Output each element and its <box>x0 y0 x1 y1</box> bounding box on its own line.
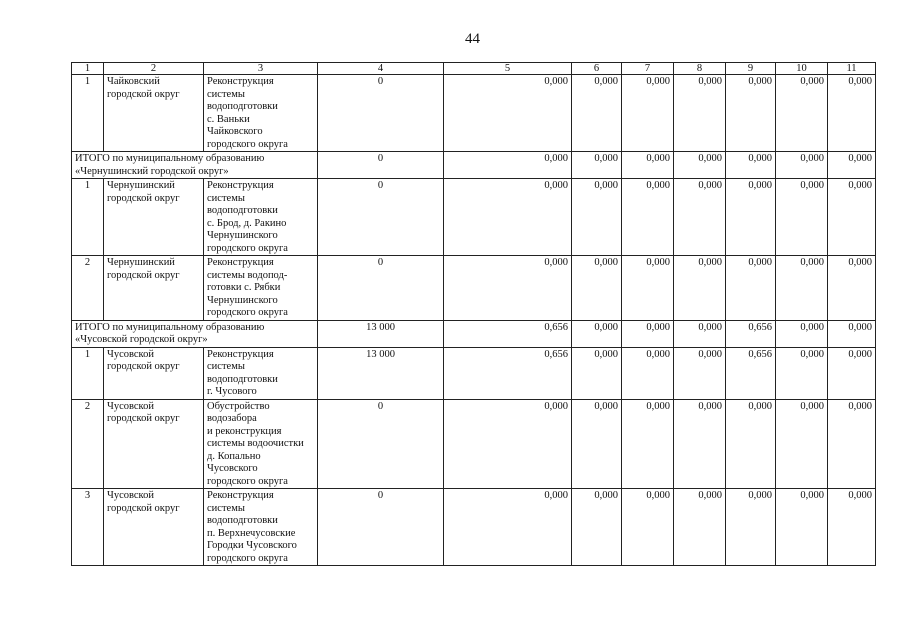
total-label <box>72 152 318 179</box>
col-10-value: 0,000 <box>776 152 828 179</box>
col-4-value: 13 000 <box>318 347 444 399</box>
text-line: Чусовской <box>107 490 154 501</box>
text-line: Городки Чусовского <box>207 540 297 551</box>
territory-cell <box>104 489 204 566</box>
col-11-value: 0,000 <box>828 179 876 256</box>
text-line: д. Копально <box>207 450 261 462</box>
col-11-value: 0,000 <box>828 256 876 321</box>
text-line: Чернушинский <box>107 180 175 191</box>
col-6-value: 0,000 <box>572 179 622 256</box>
table-row <box>72 399 876 489</box>
table-row <box>72 256 876 321</box>
text-line: Реконструкция <box>207 180 274 191</box>
description-cell <box>204 489 318 566</box>
description-cell <box>204 347 318 399</box>
text-line: Чернушинского <box>207 230 278 241</box>
territory-cell <box>104 256 204 321</box>
column-number: 2 <box>104 63 204 75</box>
col-9-value: 0,000 <box>726 489 776 566</box>
text-line: Реконструкция <box>207 348 274 360</box>
col-7-value: 0,000 <box>622 347 674 399</box>
col-7-value: 0,000 <box>622 399 674 489</box>
row-number: 1 <box>72 347 104 399</box>
col-6-value: 0,000 <box>572 399 622 489</box>
description-cell <box>204 179 318 256</box>
col-5-value: 0,656 <box>444 320 572 347</box>
col-7-value: 0,000 <box>622 152 674 179</box>
col-5-value: 0,000 <box>444 152 572 179</box>
table-row <box>72 489 876 566</box>
col-4-value: 0 <box>318 179 444 256</box>
column-number: 9 <box>726 63 776 75</box>
col-11-value: 0,000 <box>828 152 876 179</box>
col-10-value: 0,000 <box>776 399 828 489</box>
col-8-value: 0,000 <box>674 152 726 179</box>
col-7-value: 0,000 <box>622 75 674 152</box>
row-number: 1 <box>72 179 104 256</box>
text-line: готовки с. Рябки <box>207 282 281 293</box>
text-line: Реконструкция <box>207 490 274 501</box>
text-line: системы <box>207 192 245 204</box>
column-number: 7 <box>622 63 674 75</box>
text-line: городской округ <box>107 88 180 100</box>
territory-cell <box>104 75 204 152</box>
text-line: городской округ <box>107 413 180 424</box>
row-number: 3 <box>72 489 104 566</box>
text-line: водоподготовки <box>207 101 278 112</box>
column-number: 6 <box>572 63 622 75</box>
text-line: водоподготовки <box>207 373 278 385</box>
col-9-value: 0,000 <box>726 179 776 256</box>
text-line: городской округ <box>107 269 180 281</box>
col-8-value: 0,000 <box>674 179 726 256</box>
territory-cell <box>104 399 204 489</box>
text-line: Реконструкция <box>207 257 274 268</box>
text-line: Чернушинский <box>107 257 175 268</box>
col-9-value: 0,656 <box>726 320 776 347</box>
text-line: системы <box>207 361 245 372</box>
col-6-value: 0,000 <box>572 347 622 399</box>
col-6-value: 0,000 <box>572 320 622 347</box>
row-number: 2 <box>72 399 104 489</box>
col-4-value: 0 <box>318 256 444 321</box>
col-8-value: 0,000 <box>674 256 726 321</box>
table-row <box>72 347 876 399</box>
page-number: 44 <box>465 31 480 47</box>
text-line: водозабора <box>207 413 257 424</box>
col-5-value: 0,000 <box>444 179 572 256</box>
col-11-value: 0,000 <box>828 320 876 347</box>
text-line: г. Чусового <box>207 386 257 397</box>
text-line: городского округа <box>207 475 288 487</box>
table-row <box>72 179 876 256</box>
text-line: ИТОГО по муниципальному образованию <box>75 153 265 164</box>
col-10-value: 0,000 <box>776 75 828 152</box>
col-7-value: 0,000 <box>622 256 674 321</box>
text-line: системы водоочистки <box>207 438 304 449</box>
text-line: ИТОГО по муниципальному образованию <box>75 321 265 333</box>
col-10-value: 0,000 <box>776 179 828 256</box>
text-line: Реконструкция <box>207 76 274 87</box>
territory-cell <box>104 347 204 399</box>
col-9-value: 0,000 <box>726 152 776 179</box>
text-line: Чайковского <box>207 126 263 137</box>
text-line: с. Брод, д. Ракино <box>207 217 287 229</box>
text-line: «Чусовской городской округ» <box>75 334 208 345</box>
text-line: городского округа <box>207 138 288 150</box>
col-10-value: 0,000 <box>776 347 828 399</box>
col-7-value: 0,000 <box>622 320 674 347</box>
text-line: системы водопод- <box>207 269 288 281</box>
description-cell <box>204 399 318 489</box>
text-line: Чернушинского <box>207 294 278 306</box>
text-line: городского округа <box>207 552 288 564</box>
text-line: системы <box>207 88 245 100</box>
column-number: 3 <box>204 63 318 75</box>
row-number: 2 <box>72 256 104 321</box>
column-number: 10 <box>776 63 828 75</box>
text-line: Чусовской <box>107 400 154 412</box>
col-6-value: 0,000 <box>572 489 622 566</box>
col-11-value: 0,000 <box>828 489 876 566</box>
description-cell <box>204 75 318 152</box>
col-4-value: 0 <box>318 399 444 489</box>
text-line: городской округ <box>107 361 180 372</box>
text-line: с. Ваньки <box>207 113 250 125</box>
col-11-value: 0,000 <box>828 399 876 489</box>
text-line: и реконструкция <box>207 425 282 437</box>
col-8-value: 0,000 <box>674 489 726 566</box>
col-6-value: 0,000 <box>572 75 622 152</box>
text-line: городского округа <box>207 242 288 254</box>
table-row <box>72 75 876 152</box>
total-row <box>72 320 876 347</box>
col-10-value: 0,000 <box>776 256 828 321</box>
text-line: системы <box>207 502 245 514</box>
text-line: Чусовской <box>107 348 154 360</box>
col-5-value: 0,000 <box>444 75 572 152</box>
col-9-value: 0,000 <box>726 75 776 152</box>
col-5-value: 0,000 <box>444 256 572 321</box>
col-8-value: 0,000 <box>674 75 726 152</box>
row-number: 1 <box>72 75 104 152</box>
text-line: Чайковский <box>107 76 160 87</box>
col-6-value: 0,000 <box>572 256 622 321</box>
col-6-value: 0,000 <box>572 152 622 179</box>
column-number-row <box>72 63 876 75</box>
description-cell <box>204 256 318 321</box>
col-9-value: 0,000 <box>726 256 776 321</box>
col-4-value: 13 000 <box>318 320 444 347</box>
column-number: 11 <box>828 63 876 75</box>
text-line: Обустройство <box>207 400 270 412</box>
col-5-value: 0,000 <box>444 399 572 489</box>
col-8-value: 0,000 <box>674 347 726 399</box>
col-5-value: 0,000 <box>444 489 572 566</box>
data-table <box>71 62 876 566</box>
col-7-value: 0,000 <box>622 179 674 256</box>
column-number: 4 <box>318 63 444 75</box>
text-line: городского округа <box>207 307 288 318</box>
col-4-value: 0 <box>318 489 444 566</box>
text-line: водоподготовки <box>207 515 278 526</box>
total-label <box>72 320 318 347</box>
col-11-value: 0,000 <box>828 75 876 152</box>
col-10-value: 0,000 <box>776 489 828 566</box>
col-9-value: 0,000 <box>726 399 776 489</box>
col-4-value: 0 <box>318 152 444 179</box>
col-7-value: 0,000 <box>622 489 674 566</box>
text-line: п. Верхнечусовские <box>207 527 296 539</box>
col-9-value: 0,656 <box>726 347 776 399</box>
text-line: водоподготовки <box>207 205 278 216</box>
territory-cell <box>104 179 204 256</box>
col-11-value: 0,000 <box>828 347 876 399</box>
column-number: 5 <box>444 63 572 75</box>
col-10-value: 0,000 <box>776 320 828 347</box>
total-row <box>72 152 876 179</box>
text-line: «Чернушинский городской округ» <box>75 165 229 177</box>
col-5-value: 0,656 <box>444 347 572 399</box>
text-line: городской округ <box>107 192 180 204</box>
column-number: 8 <box>674 63 726 75</box>
col-8-value: 0,000 <box>674 320 726 347</box>
col-4-value: 0 <box>318 75 444 152</box>
col-8-value: 0,000 <box>674 399 726 489</box>
column-number: 1 <box>72 63 104 75</box>
text-line: городской округ <box>107 502 180 514</box>
text-line: Чусовского <box>207 463 258 474</box>
